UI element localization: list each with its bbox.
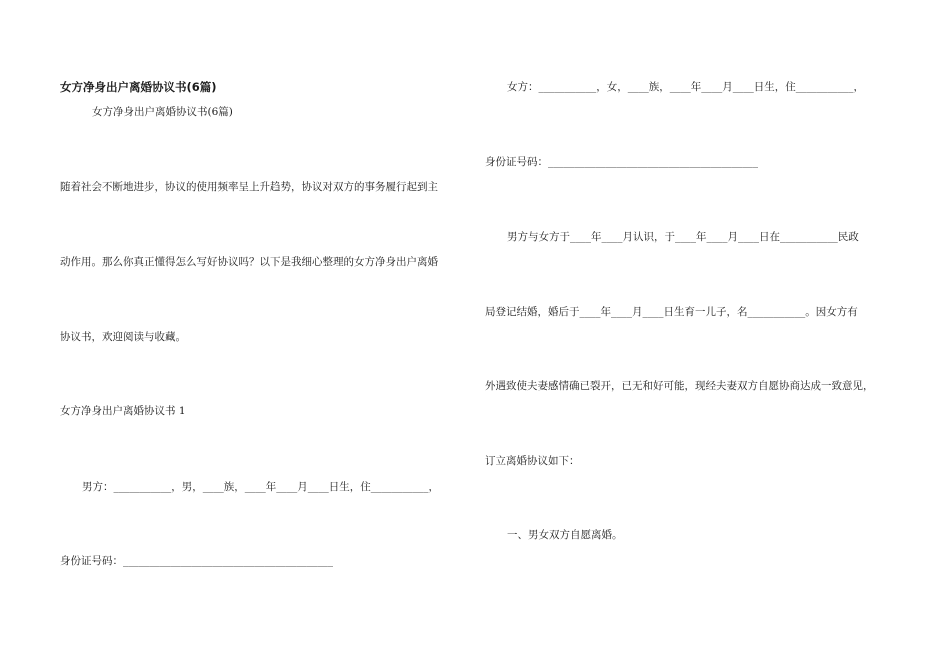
female-id-number-line: 身份证号码：________________________________________ <box>485 156 758 168</box>
male-party-line: 男方：___________，男，____族，____年____月____日生，住___________， <box>82 481 439 493</box>
male-id-number-line: 身份证号码：________________________________________ <box>60 555 333 567</box>
intro-paragraph-line-3: 协议书，欢迎阅读与收藏。 <box>60 331 186 343</box>
document-subtitle: 女方净身出户离婚协议书(6篇) <box>92 106 233 118</box>
marriage-paragraph-line-2: 局登记结婚，婚后于____年____月____日生育一儿子，名___________。因女方有 <box>485 306 858 318</box>
document-title: 女方净身出户离婚协议书(6篇) <box>60 80 217 94</box>
clause-1: 一、男女双方自愿离婚。 <box>507 529 623 541</box>
marriage-paragraph-line-3: 外遇致使夫妻感情确已裂开，已无和好可能，现经夫妻双方自愿协商达成一致意见， <box>485 380 874 392</box>
intro-paragraph-line-2: 动作用。那么你真正懂得怎么写好协议吗？以下是我细心整理的女方净身出户离婚 <box>60 256 438 268</box>
marriage-paragraph-line-4: 订立离婚协议如下： <box>485 455 580 467</box>
female-party-line: 女方：___________，女，____族，____年____月____日生，住___________， <box>507 81 864 93</box>
intro-paragraph-line-1: 随着社会不断地进步，协议的使用频率呈上升趋势，协议对双方的事务履行起到主 <box>60 181 438 193</box>
marriage-paragraph-line-1: 男方与女方于____年____月认识，于____年____月____日在___________民政 <box>507 231 859 243</box>
section-heading: 女方净身出户离婚协议书 1 <box>60 405 186 417</box>
